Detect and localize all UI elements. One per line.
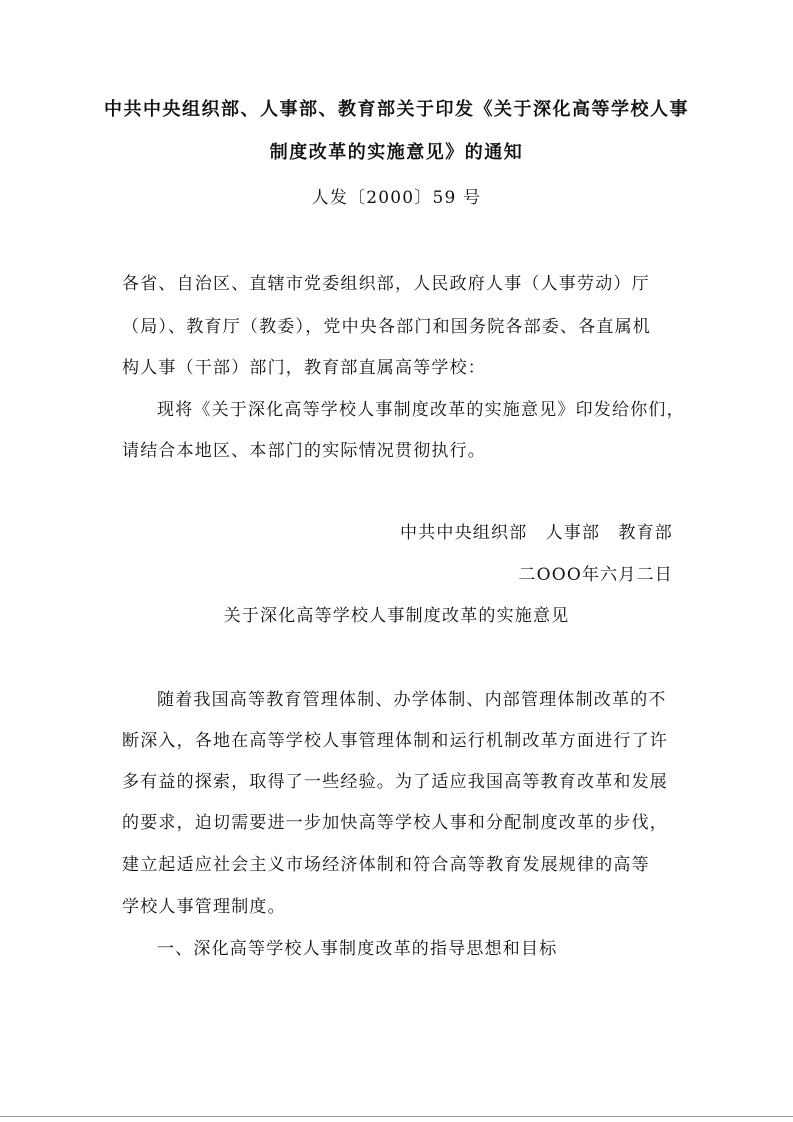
paragraph-line-1: 随着我国高等教育管理体制、办学体制、内部管理体制改革的不: [157, 690, 667, 710]
opinion-title: 关于深化高等学校人事制度改革的实施意见: [223, 606, 570, 626]
paragraph-line-5: 建立起适应社会主义市场经济体制和符合高等教育发展规律的高等: [122, 855, 650, 875]
notice-body-line-1: 现将《关于深化高等学校人事制度改革的实施意见》印发给你们，: [157, 400, 685, 420]
section-heading-1: 一、深化高等学校人事制度改革的指导思想和目标: [157, 939, 558, 959]
addressee-line-1: 各省、自治区、直辖市党委组织部，人民政府人事（人事劳动）厅: [122, 274, 650, 294]
paragraph-line-2: 断深入，各地在高等学校人事管理体制和运行机制改革方面进行了许: [122, 731, 668, 751]
page-bottom-rule: [0, 1116, 793, 1117]
paragraph-line-3: 多有益的探索，取得了一些经验。为了适应我国高等教育改革和发展: [122, 772, 668, 792]
notice-title-line-2: 制度改革的实施意见》的通知: [269, 142, 524, 163]
issuing-departments: 中共中央组织部 人事部 教育部: [400, 523, 673, 543]
issue-date: 二OOO年六月二日: [518, 565, 673, 585]
notice-body-line-2: 请结合本地区、本部门的实际情况贯彻执行。: [122, 441, 486, 461]
notice-title-line-1: 中共中央组织部、人事部、教育部关于印发《关于深化高等学校人事: [104, 99, 689, 120]
addressee-line-2: （局）、教育厅（教委），党中央各部门和国务院各部委、各直属机: [122, 317, 651, 337]
addressee-line-3: 构人事（干部）部门，教育部直属高等学校：: [122, 358, 486, 378]
paragraph-line-6: 学校人事管理制度。: [122, 897, 286, 917]
paragraph-line-4: 的要求，迫切需要进一步加快高等学校人事和分配制度改革的步伐，: [122, 813, 668, 833]
document-number: 人发〔2000〕59 号: [311, 188, 482, 208]
